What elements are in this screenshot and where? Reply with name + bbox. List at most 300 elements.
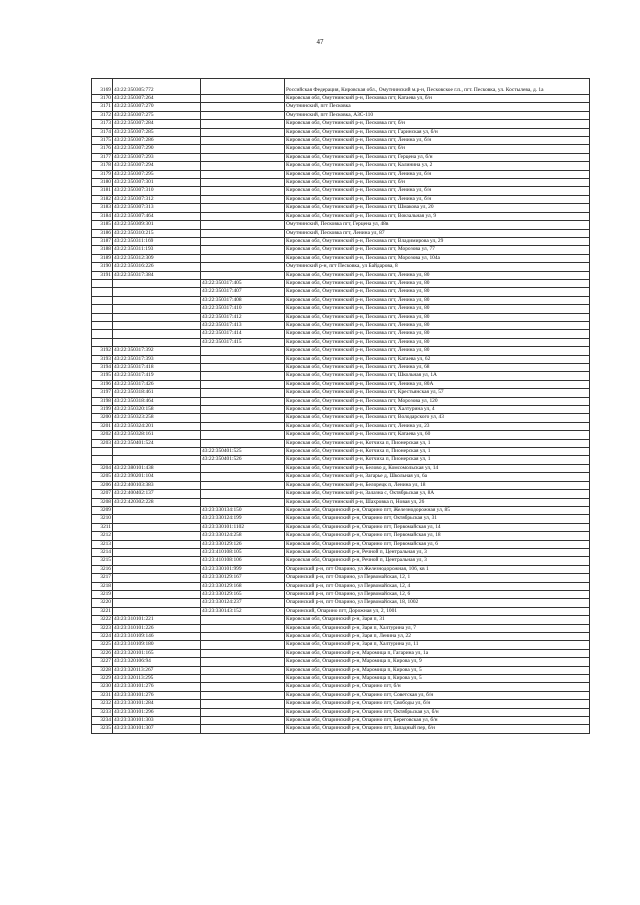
records-table-body [92,79,590,734]
cadastral-number: 43:23:330101:296 [113,708,201,716]
address: Кировская обл, Опаринский р-н, Заря п, Ленина ул, 22 [285,633,590,641]
sub-cadastral-number [201,372,285,380]
row-number [92,338,113,346]
address: Кировская обл, Опаринский р-н, Маромица п, Гагарина ул, 1а [285,649,590,657]
row-number: 3169 [92,79,113,95]
sub-cadastral-number [201,162,285,170]
table-row [92,490,590,498]
address: Кировская обл, Омутнинский р-н, Песковка пгт, Школьная ул, 1А [285,372,590,380]
table-row [92,574,590,582]
cadastral-number: 43:23:320113:295 [113,675,201,683]
cadastral-number: 43:22:350307:285 [113,128,201,136]
sub-cadastral-number [201,120,285,128]
sub-cadastral-number [201,246,285,254]
sub-cadastral-number: 43:22:350317:405 [201,279,285,287]
table-row [92,515,590,523]
table-row [92,187,590,195]
row-number: 3173 [92,120,113,128]
cadastral-number [113,590,201,598]
cadastral-number: 43:23:310101:226 [113,624,201,632]
address: Российская Федерация, Кировская обл., Омутнинский м.р-н, Песковское г.п., пгт. Песковка, ул. Костылева, д. 1а [285,79,590,95]
sub-cadastral-number [201,675,285,683]
cadastral-number: 43:23:330101:307 [113,725,201,733]
cadastral-number: 43:22:350328:161 [113,431,201,439]
address: Омутнинский, Песковка пгт, Герцена ул, 48в [285,221,590,229]
table-row [92,296,590,304]
sub-cadastral-number: 43:23:330129:126 [201,540,285,548]
cadastral-number [113,296,201,304]
table-row [92,111,590,119]
cadastral-number: 43:22:350317:384 [113,271,201,279]
sub-cadastral-number: 43:23:410108:106 [201,557,285,565]
row-number: 3193 [92,355,113,363]
address: Кировская обл, Опаринский р-н, Опарино пгт, Береговская ул, б/н [285,717,590,725]
row-number: 3170 [92,95,113,103]
sub-cadastral-number [201,422,285,430]
sub-cadastral-number [201,406,285,414]
address: Кировская обл, Омутнинский р-н, Песковка пгт, Гаринская ул, б/н [285,128,590,136]
sub-cadastral-number: 43:22:350317:414 [201,330,285,338]
row-number: 3178 [92,162,113,170]
sub-cadastral-number [201,137,285,145]
row-number: 3171 [92,103,113,111]
table-row [92,128,590,136]
cadastral-number: 43:23:320101:165 [113,649,201,657]
cadastral-number: 43:22:350401:524 [113,439,201,447]
table-row [92,607,590,615]
row-number: 3203 [92,439,113,447]
address: Кировская обл, Опаринский р-н, Маромица п, Кирова ул, 5 [285,675,590,683]
sub-cadastral-number: 43:22:350401:525 [201,448,285,456]
table-row [92,263,590,271]
sub-cadastral-number [201,170,285,178]
cadastral-number [113,506,201,514]
table-row [92,464,590,472]
row-number: 3223 [92,624,113,632]
sub-cadastral-number [201,464,285,472]
cadastral-number: 43:23:330101:303 [113,717,201,725]
sub-cadastral-number [201,389,285,397]
address: Кировская обл, Омутнинский р-н, Песковка пгт, Ленина ул, б/н [285,137,590,145]
sub-cadastral-number [201,431,285,439]
address: Кировская обл, Омутнинский р-н, Песковка пгт, Морозова ул, 77 [285,246,590,254]
table-row [92,548,590,556]
row-number: 3180 [92,179,113,187]
table-row [92,120,590,128]
row-number: 3191 [92,271,113,279]
address: Кировская обл, Омутнинский р-н, Песковка пгт, Ленина ул, 80 [285,347,590,355]
sub-cadastral-number [201,212,285,220]
cadastral-number [113,313,201,321]
cadastral-number [113,599,201,607]
address: Кировская обл, Опаринский р-н, Заря п, 31 [285,616,590,624]
table-row [92,616,590,624]
address: Кировская обл, Омутнинский р-н, Песковка пгт, Катаева ул, б/н [285,95,590,103]
table-row [92,473,590,481]
row-number: 3174 [92,128,113,136]
address: Опаринский, Опарино пгт, Дорожная ул, 2, 1001 [285,607,590,615]
cadastral-number [113,515,201,523]
table-row [92,708,590,716]
cadastral-number: 43:22:350311:193 [113,246,201,254]
sub-cadastral-number [201,414,285,422]
row-number: 3205 [92,473,113,481]
sub-cadastral-number [201,725,285,733]
row-number: 3184 [92,212,113,220]
cadastral-number [113,582,201,590]
address: Кировская обл, Опаринский р-н, Опарино пгт, Октябрьская ул, 31 [285,515,590,523]
address: Кировская обл, Омутнинский р-н, Песковка пгт, Ленина ул, 80 [285,305,590,313]
table-row [92,347,590,355]
cadastral-number: 43:22:350307:264 [113,95,201,103]
address: Кировская обл, Омутнинский р-н, Песковка пгт, б/н [285,179,590,187]
sub-cadastral-number [201,103,285,111]
row-number: 3211 [92,523,113,531]
sub-cadastral-number [201,179,285,187]
address: Кировская обл, Омутнинский р-н, Песковка пгт, Ленина ул, б/н [285,170,590,178]
cadastral-number: 43:23:320113:267 [113,666,201,674]
cadastral-number [113,523,201,531]
sub-cadastral-number [201,708,285,716]
cadastral-number: 43:22:350318:461 [113,389,201,397]
cadastral-number: 43:22:350307:295 [113,170,201,178]
row-number: 3214 [92,548,113,556]
sub-cadastral-number [201,221,285,229]
row-number: 3209 [92,506,113,514]
cadastral-number: 43:22:350307:464 [113,212,201,220]
cadastral-number [113,321,201,329]
row-number: 3182 [92,195,113,203]
row-number: 3228 [92,666,113,674]
row-number: 3208 [92,498,113,506]
row-number: 3175 [92,137,113,145]
records-table [91,78,590,734]
row-number: 3181 [92,187,113,195]
sub-cadastral-number: 43:23:330143:152 [201,607,285,615]
row-number [92,448,113,456]
row-number: 3222 [92,616,113,624]
table-row [92,717,590,725]
address: Кировская обл, Омутнинский р-н, Песковка пгт, Ленина ул, б/н [285,187,590,195]
sub-cadastral-number [201,380,285,388]
address: Кировская обл, Омутнинский р-н, Котчиха п, Пионерская ул, 1 [285,456,590,464]
address: Омутнинский, Песковка пгт, Ленина ул, 87 [285,229,590,237]
address: Опаринский р-н, пгт Опарино, ул Первомайская, 12, 6 [285,590,590,598]
table-row [92,380,590,388]
address: Кировская обл, Опаринский р-н, Заря п, Халтурина ул, 7 [285,624,590,632]
cadastral-number [113,574,201,582]
sub-cadastral-number [201,153,285,161]
sub-cadastral-number [201,658,285,666]
sub-cadastral-number [201,481,285,489]
address: Кировская обл, Опаринский р-н, Опарино пгт, б/н [285,683,590,691]
address: Кировская обл, Омутнинский р-н, Песковка пгт, Ленина ул, 80 [285,279,590,287]
address: Кировская обл, Опаринский р-н, Заря п, Халтурина ул, 11 [285,641,590,649]
table-row [92,431,590,439]
sub-cadastral-number: 43:22:350317:415 [201,338,285,346]
sub-cadastral-number [201,498,285,506]
row-number: 3212 [92,532,113,540]
address: Кировская обл, Опаринский р-н, Опарино пгт, Железнодорожная ул, 85 [285,506,590,514]
address: Кировская обл, Опаринский р-н, Опарино пгт, Октябрьская ул, б/н [285,708,590,716]
address: Опаринский р-н, пгт Опарино, ул Первомайская, 12, 4 [285,582,590,590]
table-row [92,506,590,514]
row-number: 3233 [92,708,113,716]
cadastral-number [113,448,201,456]
row-number: 3235 [92,725,113,733]
sub-cadastral-number [201,666,285,674]
cadastral-number: 43:22:350324:201 [113,422,201,430]
row-number: 3213 [92,540,113,548]
sub-cadastral-number: 43:23:330101:1102 [201,523,285,531]
row-number: 3232 [92,700,113,708]
row-number: 3234 [92,717,113,725]
row-number: 3221 [92,607,113,615]
cadastral-number: 43:22:350307:310 [113,187,201,195]
cadastral-number: 43:22:350320:158 [113,406,201,414]
address: Кировская обл, Омутнинский р-н, Песковка пгт, б/н [285,120,590,128]
table-row [92,254,590,262]
sub-cadastral-number [201,187,285,195]
sub-cadastral-number [201,641,285,649]
row-number: 3217 [92,574,113,582]
cadastral-number [113,330,201,338]
address: Кировская обл, Омутнинский р-н, Песковка пгт, Калинина ул, 2 [285,162,590,170]
address: Кировская обл, Опаринский р-н, Опарино пгт, Советская ул, б/н [285,691,590,699]
sub-cadastral-number [201,717,285,725]
cadastral-number: 43:22:420302:228 [113,498,201,506]
row-number: 3204 [92,464,113,472]
sub-cadastral-number: 43:22:350317:413 [201,321,285,329]
table-row [92,414,590,422]
table-row [92,523,590,531]
cadastral-number: 43:23:320106:94 [113,658,201,666]
address: Кировская обл, Опаринский р-н, Опарино пгт, Первомайская ул, 14 [285,523,590,531]
table-row [92,355,590,363]
cadastral-number [113,288,201,296]
row-number: 3183 [92,204,113,212]
table-row [92,599,590,607]
sub-cadastral-number [201,624,285,632]
row-number: 3225 [92,641,113,649]
table-row [92,691,590,699]
table-row [92,305,590,313]
table-row [92,439,590,447]
cadastral-number: 43:22:350317:393 [113,355,201,363]
address: Кировская обл, Опаринский р-н, Опарино пгт, Западный пер, б/н [285,725,590,733]
row-number: 3206 [92,481,113,489]
row-number [92,296,113,304]
address: Кировская обл, Омутнинский р-н, Песковка пгт, Морозова ул, 120 [285,397,590,405]
address: Кировская обл, Опаринский р-н, Речной п, Центральная ул, 3 [285,557,590,565]
sub-cadastral-number [201,364,285,372]
cadastral-number: 43:22:390201:104 [113,473,201,481]
cadastral-number: 43:23:310109:180 [113,641,201,649]
sub-cadastral-number [201,397,285,405]
sub-cadastral-number [201,347,285,355]
address: Кировская обл, Омутнинский р-н, Песковка пгт, Морозова ул, 104а [285,254,590,262]
address: Кировская обл, Омутнинский р-н, Шахровка п, Новая ул, 26 [285,498,590,506]
sub-cadastral-number [201,128,285,136]
cadastral-number [113,557,201,565]
row-number: 3198 [92,397,113,405]
sub-cadastral-number: 43:22:350317:407 [201,288,285,296]
row-number: 3197 [92,389,113,397]
table-row [92,498,590,506]
row-number: 3224 [92,633,113,641]
cadastral-number: 43:22:350305:772 [113,79,201,95]
cadastral-number: 43:22:350307:313 [113,204,201,212]
address: Кировская обл, Омутнинский р-н, Песковка пгт, б/н [285,145,590,153]
table-row [92,666,590,674]
table-row [92,683,590,691]
table-row [92,279,590,287]
table-row [92,221,590,229]
row-number: 3190 [92,263,113,271]
table-row [92,389,590,397]
table-row [92,179,590,187]
row-number: 3185 [92,221,113,229]
row-number [92,288,113,296]
table-row [92,406,590,414]
table-row [92,212,590,220]
row-number: 3218 [92,582,113,590]
address: Кировская обл, Омутнинский р-н, Песковка пгт, Ленина ул, 80 [285,288,590,296]
row-number: 3202 [92,431,113,439]
cadastral-number: 43:22:400402:137 [113,490,201,498]
sub-cadastral-number [201,649,285,657]
cadastral-number [113,540,201,548]
sub-cadastral-number: 43:22:350317:410 [201,305,285,313]
sub-cadastral-number: 43:23:330124:237 [201,599,285,607]
address: Кировская обл, Омутнинский р-н, Песковка пгт, Шмакова ул, 20 [285,204,590,212]
sub-cadastral-number: 43:23:410108:105 [201,548,285,556]
sub-cadastral-number [201,195,285,203]
cadastral-number: 43:23:330101:284 [113,700,201,708]
table-row [92,338,590,346]
row-number: 3207 [92,490,113,498]
table-row [92,590,590,598]
address: Кировская обл, Омутнинский р-н, Песковка пгт, Ленина ул, 80 [285,330,590,338]
address: Кировская обл, Омутнинский р-н, Песковка пгт, Ленина ул, 80А [285,380,590,388]
row-number: 3229 [92,675,113,683]
table-row [92,103,590,111]
table-row [92,271,590,279]
sub-cadastral-number: 43:22:350317:412 [201,313,285,321]
row-number: 3201 [92,422,113,430]
address: Кировская обл, Омутнинский р-н, Песковка пгт, Катаева ул, 62 [285,355,590,363]
address: Кировская обл, Омутнинский р-н, Песковка пгт, Ленина ул, 80 [285,271,590,279]
row-number [92,321,113,329]
cadastral-number [113,338,201,346]
page-number: 47 [316,38,324,46]
table-row [92,195,590,203]
table-row [92,321,590,329]
sub-cadastral-number [201,271,285,279]
address: Кировская обл, Омутнинский р-н, Песковка пгт, Ленина ул, 80 [285,321,590,329]
row-number: 3172 [92,111,113,119]
row-number [92,279,113,287]
address: Омутнинский, пгт Песковка, АЗС-110 [285,111,590,119]
sub-cadastral-number [201,263,285,271]
row-number: 3188 [92,246,113,254]
table-row [92,675,590,683]
address: Опаринский р-н, пгт Опарино, ул Первомайская, 18, 1002 [285,599,590,607]
cadastral-number: 43:23:330101:276 [113,691,201,699]
table-row [92,229,590,237]
table-row [92,658,590,666]
table-row [92,649,590,657]
row-number: 3186 [92,229,113,237]
cadastral-number: 43:23:310101:221 [113,616,201,624]
cadastral-number [113,607,201,615]
sub-cadastral-number [201,633,285,641]
sub-cadastral-number [201,473,285,481]
address: Кировская обл, Омутнинский р-н, Песковка пгт, Крестьянская ул, 57 [285,389,590,397]
cadastral-number: 43:22:350318:464 [113,397,201,405]
table-row [92,162,590,170]
address: Кировская обл, Омутнинский р-н, Песковка пгт, Владимирова ул, 29 [285,237,590,245]
table-row [92,145,590,153]
cadastral-number: 43:22:350316:226 [113,263,201,271]
cadastral-number: 43:22:350317:419 [113,372,201,380]
table-row [92,422,590,430]
table-row [92,204,590,212]
cadastral-number: 43:22:350312:309 [113,254,201,262]
table-row [92,582,590,590]
row-number: 3196 [92,380,113,388]
row-number: 3220 [92,599,113,607]
address: Кировская обл, Омутнинский р-н, Песковка пгт, Ленина ул, 68 [285,364,590,372]
row-number: 3200 [92,414,113,422]
table-row [92,79,590,95]
sub-cadastral-number [201,355,285,363]
table-row [92,288,590,296]
address: Кировская обл, Омутнинский р-н, Песковка пгт, Герцена ул, б/н [285,153,590,161]
cadastral-number: 43:23:310109:146 [113,633,201,641]
cadastral-number: 43:22:350307:270 [113,103,201,111]
sub-cadastral-number: 43:23:330101:999 [201,565,285,573]
sub-cadastral-number [201,111,285,119]
address: Кировская обл, Опаринский р-н, Маромица п, Кирова ул, 5 [285,666,590,674]
row-number: 3199 [92,406,113,414]
row-number: 3210 [92,515,113,523]
sub-cadastral-number: 43:22:350317:408 [201,296,285,304]
row-number: 3189 [92,254,113,262]
sub-cadastral-number [201,490,285,498]
sub-cadastral-number [201,439,285,447]
sub-cadastral-number [201,700,285,708]
table-row [92,700,590,708]
address: Кировская обл, Омутнинский р-н, Котчиха п, Пионерская ул, 1 [285,439,590,447]
address: Кировская обл, Омутнинский р-н, Песковка пгт, Ленина ул, б/н [285,195,590,203]
address: Кировская обл, Омутнинский р-н, Песковка пгт, Ленина ул, 80 [285,296,590,304]
sub-cadastral-number: 43:23:330129:165 [201,590,285,598]
table-row [92,557,590,565]
sub-cadastral-number [201,691,285,699]
table-row [92,364,590,372]
table-row [92,633,590,641]
address: Кировская обл, Омутнинский р-н, Песковка пгт, Ленина ул, 80 [285,313,590,321]
address: Кировская обл, Опаринский р-н, Маромица п, Кирова ул, 9 [285,658,590,666]
address: Кировская обл, Омутнинский р-н, Залазна с, Октябрьская ул, 8А [285,490,590,498]
table-row [92,456,590,464]
cadastral-number: 43:22:350307:290 [113,145,201,153]
sub-cadastral-number [201,237,285,245]
cadastral-number: 43:22:350317:418 [113,364,201,372]
row-number [92,330,113,338]
table-row [92,153,590,161]
